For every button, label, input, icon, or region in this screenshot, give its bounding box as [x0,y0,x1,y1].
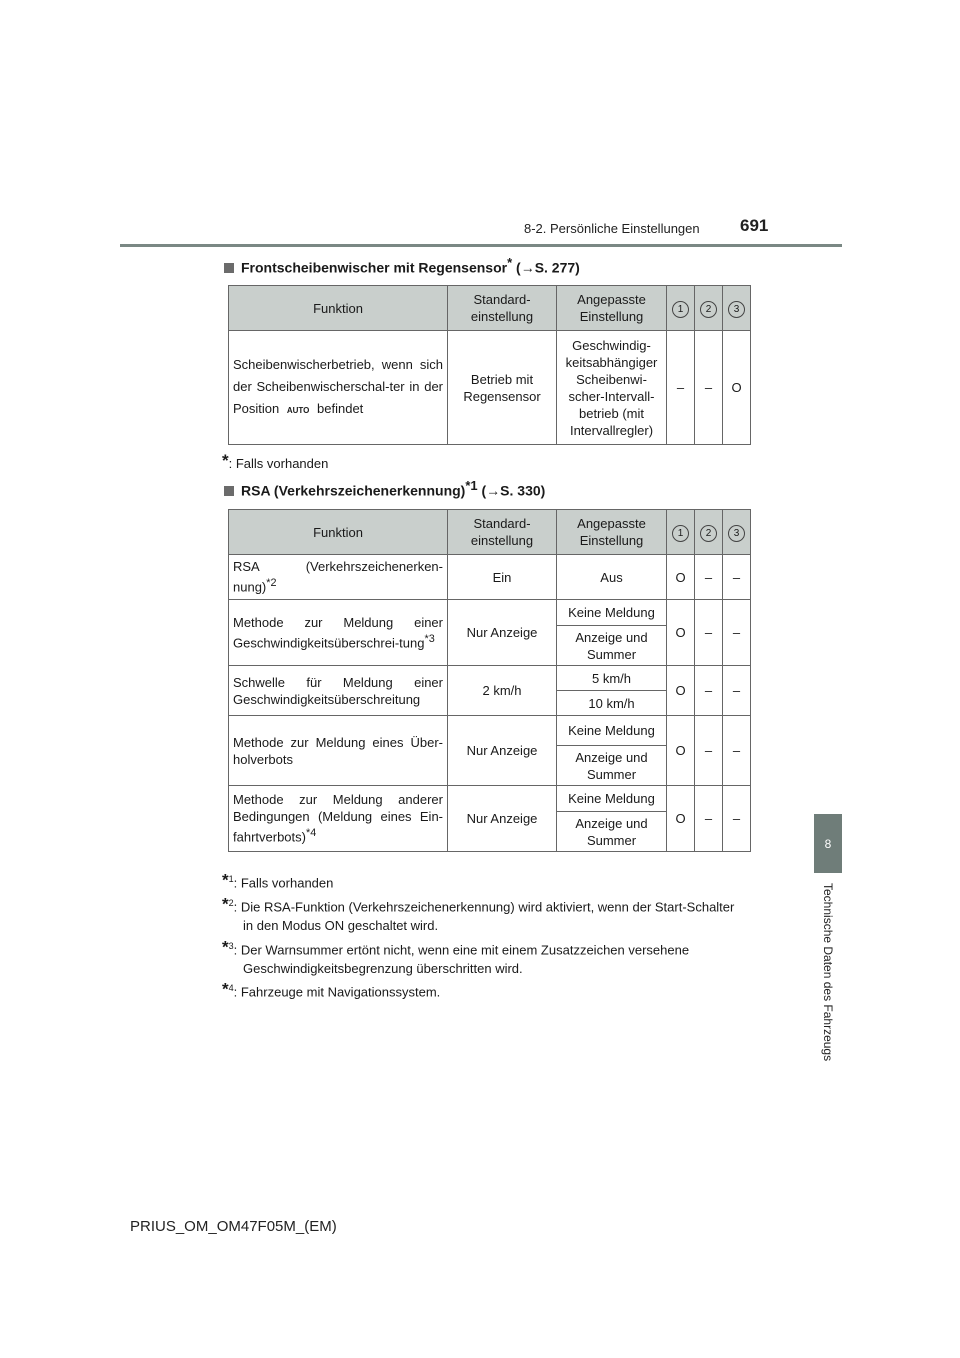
cell-funktion [229,786,448,852]
cell-col-3: – [723,555,751,600]
page-reference: (→S. 330) [481,482,546,499]
cell-option: Keine Meldung [557,716,667,746]
funktion-text: Methode zur Meldung anderer Bedingungen (Meldung eines Ein-fahrtverbots) [233,792,443,845]
footnote-star: * [222,894,229,914]
header-col-1 [667,510,695,555]
cell-option: Aus [557,555,667,600]
auto-switch-icon: AUTO [286,405,310,415]
circled-1-icon: 1 [672,301,689,318]
cell-funktion [229,666,448,716]
table-row [229,786,751,812]
footnote-marker: *4 [305,827,317,840]
funktion-text: RSA (Verkehrszeichenerken-nung) [233,559,443,595]
header-angepasst [557,286,667,331]
table-header-row [229,286,751,331]
option-text: Anzeige und Summer [575,629,648,662]
circled-3-icon: 3 [728,525,745,542]
cell-standard: Nur Anzeige [448,786,557,852]
footnote-marker: *1 [465,478,478,493]
table-row [229,666,751,691]
header-angepasst-text: Angepasste Einstellung [577,292,646,324]
chapter-title-vertical [793,883,863,1073]
header-col-2 [695,510,723,555]
footnote-4 [222,979,745,1001]
cell-col-3: – [723,716,751,786]
cell-option [557,812,667,852]
wiper-settings-table [228,285,751,445]
cell-col-1: O [667,555,695,600]
cell-option [557,626,667,666]
cell-col-1: O [667,600,695,666]
page-reference: (→S. 277) [516,259,580,276]
cell-col-2: – [695,331,723,445]
angepasst-value: Geschwindig- keitsabhängiger Scheibenwi- scher-Intervall- betrieb (mit Intervallregler) [565,337,658,438]
section-title-rsa [222,478,545,499]
cell-col-2: – [695,555,723,600]
section-title-text: Frontscheibenwischer mit Regensensor [241,259,508,276]
standard-value: Betrieb mit Regensensor [463,371,541,404]
header-section-title: 8-2. Persönliche Einstellungen [524,221,700,236]
cell-col-2: – [695,786,723,852]
cell-funktion [229,600,448,666]
table-row [229,600,751,626]
section-title-text: RSA (Verkehrszeichenerkennung) [241,482,466,499]
cell-col-2: – [695,716,723,786]
header-col-3 [723,286,751,331]
footnote-number: 2 [228,898,234,908]
funktion-text: Methode zur Meldung eines Über-holverbots [233,734,443,767]
header-angepasst-text: Angepasste Einstellung [577,516,646,548]
footnote-number: 1 [228,874,234,884]
footnote-1 [222,870,745,892]
cell-col-1: – [667,331,695,445]
circled-2-icon: 2 [700,301,717,318]
header-angepasst [557,510,667,555]
funktion-text: Schwelle für Meldung einer Geschwindigkeitsüberschreitung [233,674,443,707]
cell-col-2: – [695,600,723,666]
cell-col-3: – [723,786,751,852]
footnote-star: * [222,979,229,999]
circled-3-icon: 3 [728,301,745,318]
cell-option: Keine Meldung [557,600,667,626]
footnote-star: * [222,937,229,957]
cell-standard: Ein [448,555,557,600]
cell-option: 10 km/h [557,691,667,716]
chapter-tab [814,814,842,873]
chapter-title: Technische Daten des Fahrzeugs [821,883,835,1062]
footnote-text: : Falls vorhanden [228,456,329,471]
cell-option: Keine Meldung [557,786,667,812]
funktion-text: Methode zur Meldung einer Geschwindigkeitsüberschrei-tung [233,614,443,651]
page-number: 691 [740,216,769,235]
header-standard-text: Standard- einstellung [470,516,534,548]
footnote-marker: *3 [424,632,435,645]
rsa-settings-table [228,509,751,852]
header-standard [448,286,557,331]
header-standard-text: Standard- einstellung [470,292,534,324]
header-col-2 [695,286,723,331]
footnote-2 [222,894,745,935]
cell-col-3: – [723,666,751,716]
cell-col-1: O [667,716,695,786]
cell-standard: 2 km/h [448,666,557,716]
footnote-marker: *2 [266,577,277,590]
table-header-row [229,510,751,555]
footnote-number: 3 [228,941,234,951]
section-title-wiper [222,255,580,276]
header-funktion: Funktion [229,510,448,555]
header-col-3 [723,510,751,555]
cell-angepasst [557,331,667,445]
footnote-text: : Fahrzeuge mit Navigationssystem. [233,984,441,1000]
cell-col-2: – [695,666,723,716]
table-row [229,716,751,746]
cell-funktion [229,331,448,445]
table-row [229,555,751,600]
footnote-text: : Falls vorhanden [233,875,334,891]
footnote-section1 [222,451,328,473]
option-text: Anzeige und Summer [575,815,648,848]
square-bullet-icon [224,263,234,273]
cell-funktion [229,716,448,786]
funktion-text-start: Scheibenwischerbetrieb, wenn sich der Scheibenwischerschal-ter in der Position [233,356,443,416]
cell-option: 5 km/h [557,666,667,691]
chapter-number: 8 [824,836,832,851]
cell-col-1: O [667,666,695,716]
circled-1-icon: 1 [672,525,689,542]
cell-standard: Nur Anzeige [448,600,557,666]
cell-funktion [229,555,448,600]
footnote-text: : Die RSA-Funktion (Verkehrszeichenerkennung) wird aktiviert, wenn der Start-Schalter in den Modus ON geschaltet wird. [233,899,735,934]
cell-standard: Nur Anzeige [448,716,557,786]
cell-option [557,746,667,786]
cell-standard [448,331,557,445]
header-col-1 [667,286,695,331]
header-divider [120,244,842,247]
cell-col-3: – [723,600,751,666]
footnote-marker: * [507,255,513,270]
header-funktion: Funktion [229,286,448,331]
footnote-star: * [222,870,229,890]
option-text: Anzeige und Summer [575,749,648,782]
footnote-number: 4 [228,983,234,993]
square-bullet-icon [224,486,234,496]
funktion-text-end: befindet [317,400,364,416]
table-row [229,331,751,445]
header-standard [448,510,557,555]
circled-2-icon: 2 [700,525,717,542]
cell-col-1: O [667,786,695,852]
document-id: PRIUS_OM_OM47F05M_(EM) [130,1218,337,1235]
footnote-star: * [222,451,229,470]
cell-col-3: O [723,331,751,445]
footnote-3 [222,937,745,978]
footnote-text: : Der Warnsummer ertönt nicht, wenn eine mit einem Zusatzzeichen versehene Geschwindigkeitsbegrenzung überschritten wird. [233,942,690,977]
